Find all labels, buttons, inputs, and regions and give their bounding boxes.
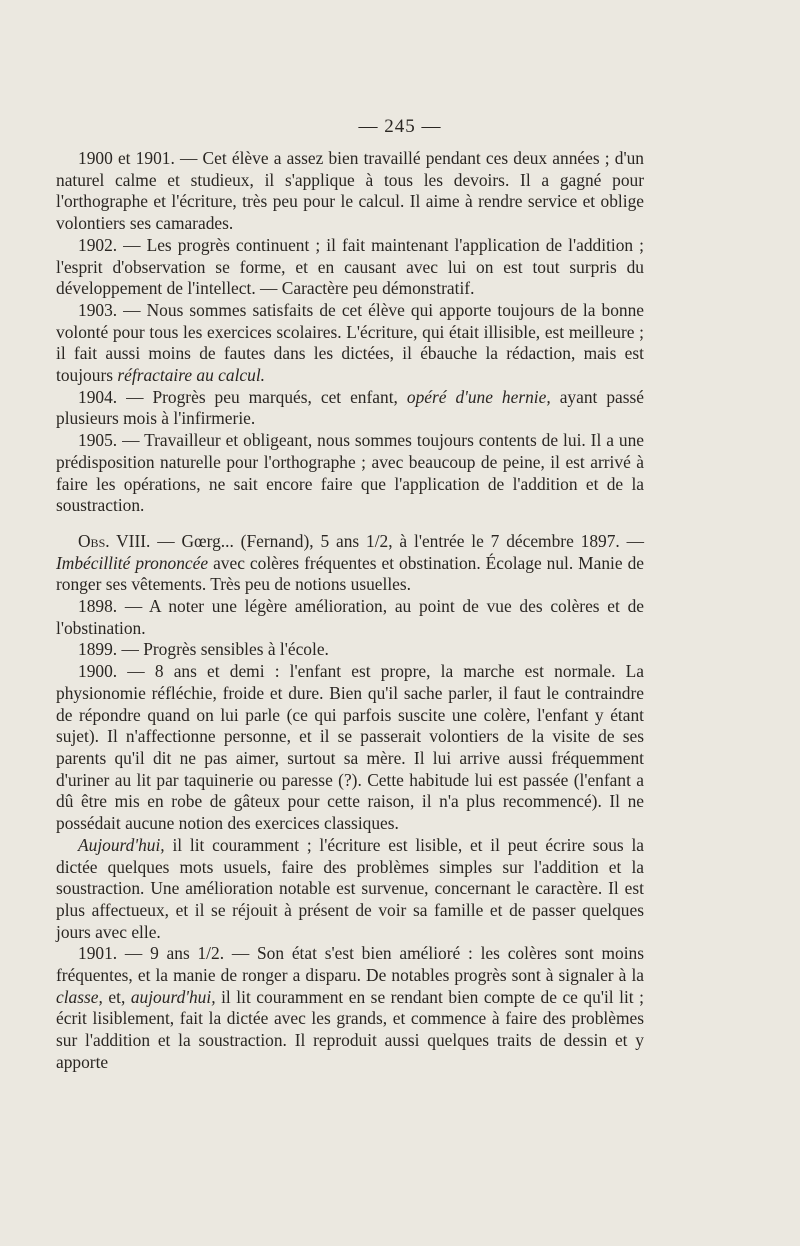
italic-phrase: Imbécillité prononcée — [56, 552, 209, 573]
text-run: il lit couramment ; l'écriture est lisible, et il peut écrire sous la dictée quelques mots usuels, faire des problèmes simples sur l'addition et la soustraction. Une amélioration notable est survenue, concernant le caractère. Il est plus affectueux, et il se réjouit à présent de voir sa famille et de passer quelques jours avec elle. — [56, 834, 644, 942]
paragraph-1900-b: 1900. — 8 ans et demi : l'enfant est propre, la marche est normale. La physionomie réfléchie, froide et dure. Bien qu'il sache parler, il faut le contraindre de répondre quand on lui parle (ce qui parfois suscite une colère, l'enfant y étant sujet). Il n'affectionne personne, et il se passerait volontiers de la visite de ses parents qu'il dit ne pas aimer, surtout sa mère. Il lui arrive aussi fréquemment d'uriner au lit par taquinerie ou paresse (?). Cette habitude lui est passée (l'enfant a dû être mis en robe de gâteux pour cette raison, il n'a plus recommencé). Il ne possédait aucune notion des exercices classiques. — [56, 661, 644, 834]
paragraph-1899: 1899. — Progrès sensibles à l'école. — [78, 639, 329, 660]
paragraph-1902: 1902. — Les progrès continuent ; il fait maintenant l'application de l'addition ; l'esprit d'observation se forme, et en causant avec lui on est tout surpris du développement de l'intellect. — Caractère peu démonstratif. — [56, 234, 644, 299]
paragraph-1904 — [56, 387, 644, 430]
paragraph-1901 — [56, 943, 644, 1073]
text-run: il lit couramment en se rendant bien compte de ce qu'il lit ; écrit lisiblement, fait la dictée avec les grands, et commence à faire des problèmes sur l'addition et la soustraction. Il reproduit aussi quelques traits de dessin et y apporte — [56, 986, 644, 1072]
italic-phrase: opéré d'une hernie, — [406, 386, 551, 407]
paragraph-1900-1901: 1900 et 1901. — Cet élève a assez bien travaillé pendant ces deux années ; d'un naturel calme et studieux, il s'applique à tous les devoirs. Il a gagné pour l'orthographe et l'écriture, très peu pour le calcul. Il aime à rendre service et oblige volontiers ses camarades. — [56, 148, 644, 234]
observation-heading-paragraph — [56, 531, 644, 596]
paragraph-aujourdhui — [56, 835, 644, 944]
italic-phrase: aujourd'hui, — [130, 986, 216, 1007]
text-run: avec colères fréquentes et obstination. Écolage nul. Manie de ronger ses vêtements. Très peu de notions usuelles. — [56, 552, 644, 595]
text-run: et, — [108, 986, 126, 1007]
text-run: ayant passé plusieurs mois à l'infirmerie. — [56, 386, 644, 429]
observation-label: Obs. VIII. — [78, 530, 151, 551]
paragraph-1903 — [56, 300, 644, 387]
paragraph-1905: 1905. — Travailleur et obligeant, nous sommes toujours contents de lui. Il a une prédisposition naturelle pour l'orthographe ; avec beaucoup de peine, il est arrivé à faire les opérations, ne sait encore faire que l'application de l'addition et de la soustraction. — [56, 430, 644, 516]
text-run: — Gœrg... (Fernand), 5 ans 1/2, à l'entrée le 7 décembre 1897. — — [157, 530, 644, 551]
italic-phrase: classe, — [56, 986, 103, 1007]
italic-phrase: Aujourd'hui, — [78, 834, 165, 855]
text-run: 1903. — Nous sommes satisfaits de cet élève qui apporte toujours de la bonne volonté pour tous les exercices scolaires. L'écriture, qui était illisible, est meilleure ; il fait aussi moins de fautes dans les dictées, il ébauche la rédaction, mais est toujours — [56, 299, 644, 386]
page-number: — 245 — — [358, 116, 442, 137]
text-run: 1901. — 9 ans 1/2. — Son état s'est bien amélioré : les colères sont moins fréquentes, et la manie de ronger a disparu. De notables progrès sont à signaler à la — [56, 943, 644, 986]
paragraph-1898: 1898. — A noter une légère amélioration, au point de vue des colères et de l'obstination. — [56, 596, 644, 638]
document-body — [56, 148, 644, 1074]
text-run: 1904. — Progrès peu marqués, cet enfant, — [78, 386, 398, 407]
italic-phrase: réfractaire au calcul. — [117, 365, 265, 386]
